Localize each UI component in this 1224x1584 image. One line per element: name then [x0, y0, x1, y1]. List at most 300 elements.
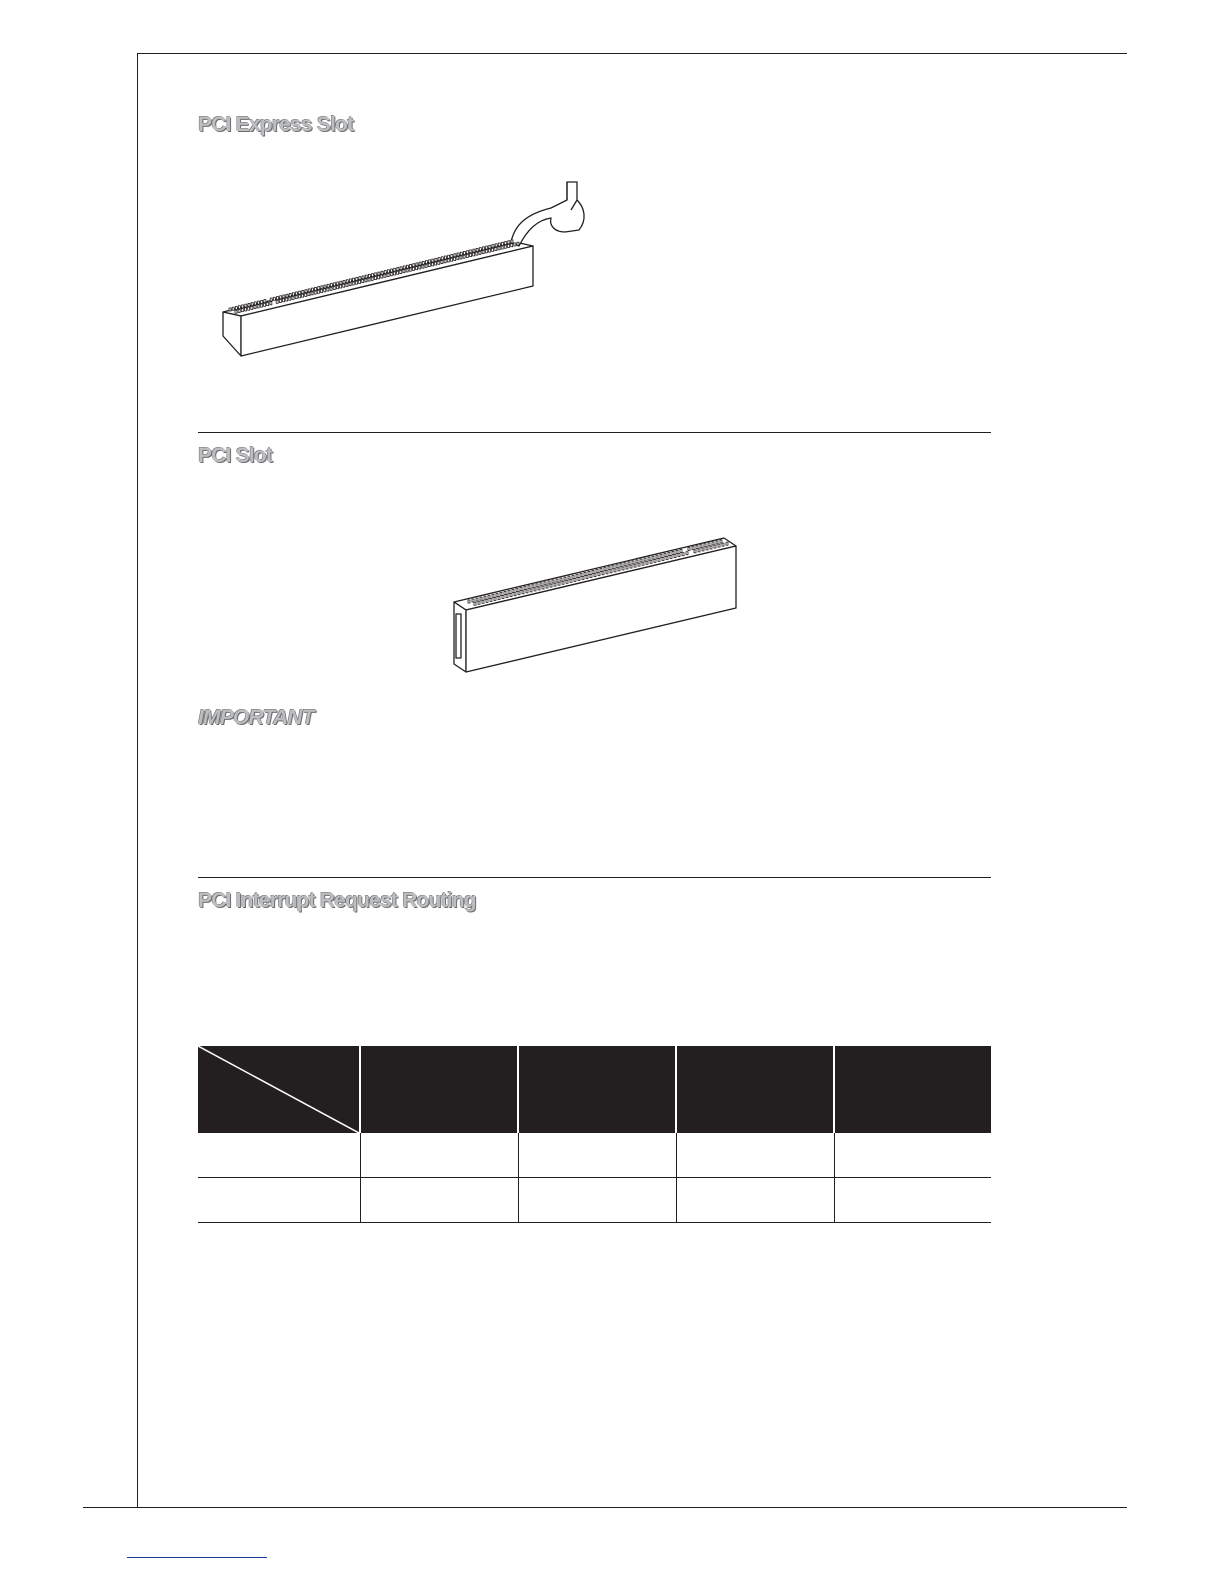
slot-pin — [672, 551, 674, 554]
slot-pin — [371, 277, 373, 280]
slot-pin — [245, 308, 247, 311]
table-cell — [360, 1178, 518, 1223]
slot-pin — [460, 252, 462, 255]
slot-pin — [654, 559, 656, 562]
slot-pin — [536, 584, 538, 587]
slot-pin — [488, 249, 490, 252]
table-header-cell — [676, 1046, 834, 1133]
slot-pin — [295, 296, 297, 299]
slot-pin — [562, 581, 564, 584]
slot-pin — [674, 555, 676, 558]
slot-pin — [448, 255, 450, 258]
slot-pin — [229, 308, 231, 311]
slot-pin — [718, 544, 720, 547]
slot-pin — [343, 284, 345, 287]
slot-pin — [251, 306, 253, 309]
table-cell — [518, 1133, 676, 1178]
slot-pin — [572, 575, 574, 578]
slot-pin — [460, 256, 462, 259]
slot-pin — [558, 582, 560, 585]
slot-pin — [501, 246, 503, 249]
slot-pin — [501, 242, 503, 245]
slot-pin — [688, 548, 690, 551]
slot-pin — [486, 246, 488, 249]
slot-pin — [632, 561, 634, 564]
slot-pin — [696, 546, 698, 549]
slot-pin — [694, 550, 696, 553]
slot-pin — [368, 274, 370, 277]
slot-pin — [626, 566, 628, 569]
table-cell — [834, 1178, 991, 1223]
slot-pin — [486, 599, 488, 602]
slot-pin — [352, 282, 354, 285]
slot-pin — [299, 291, 301, 294]
slot-pin — [686, 552, 688, 555]
slot-pin — [508, 590, 510, 593]
slot-pin — [286, 294, 288, 297]
slot-pin — [412, 267, 414, 270]
slot-pin — [712, 542, 714, 545]
slot-pin — [474, 602, 476, 605]
slot-pin — [254, 302, 256, 305]
table-cell — [198, 1133, 360, 1178]
slot-pin — [726, 542, 728, 545]
slot-pin — [479, 251, 481, 254]
slot-pin — [700, 545, 702, 548]
slot-pin — [636, 560, 638, 563]
slot-pin — [403, 270, 405, 273]
slot-pin — [668, 552, 670, 555]
slot-pin — [676, 550, 678, 553]
slot-pin — [422, 261, 424, 264]
slot-pin — [482, 247, 484, 250]
slot-pin — [248, 307, 250, 310]
slot-pin — [476, 252, 478, 255]
slot-pin — [512, 590, 514, 593]
slot-pin — [283, 299, 285, 302]
slot-pin — [276, 300, 278, 303]
slot-pin — [422, 265, 424, 268]
slot-pin — [235, 306, 237, 309]
slot-pin — [286, 298, 288, 301]
slot-pin — [610, 570, 612, 573]
table-cell — [198, 1178, 360, 1223]
slot-pin — [522, 591, 524, 594]
slot-pin — [702, 548, 704, 551]
slot-pin — [302, 290, 304, 293]
table-cell — [360, 1133, 518, 1178]
slot-pin — [261, 300, 263, 303]
slot-pin — [273, 297, 275, 300]
slot-pin — [311, 288, 313, 291]
table-cell — [518, 1178, 676, 1223]
slot-pin — [508, 241, 510, 244]
section-divider — [198, 432, 991, 433]
slot-pin — [604, 568, 606, 571]
slot-pin — [305, 293, 307, 296]
slot-pin — [479, 248, 481, 251]
slot-pin — [722, 543, 724, 546]
slot-pin — [514, 593, 516, 596]
slot-pin — [492, 594, 494, 597]
slot-pin — [400, 267, 402, 270]
slot-pin — [260, 304, 262, 307]
slot-pin — [664, 553, 666, 556]
slot-pin — [410, 264, 412, 267]
slot-pin — [289, 293, 291, 296]
slot-pin — [470, 250, 472, 253]
slot-pin — [602, 572, 604, 575]
slot-pin — [628, 562, 630, 565]
slot-pin — [254, 306, 256, 309]
slot-pin — [463, 255, 465, 258]
slot-pin — [596, 570, 598, 573]
slot-pin — [393, 272, 395, 275]
slot-pin — [650, 560, 652, 563]
slot-pin — [495, 248, 497, 251]
slot-pin — [576, 574, 578, 577]
slot-pin — [642, 562, 644, 565]
slot-pin — [387, 270, 389, 273]
slot-pin — [600, 569, 602, 572]
slot-pin — [566, 580, 568, 583]
slot-pin — [714, 545, 716, 548]
slot-pin — [624, 563, 626, 566]
slot-pin — [568, 576, 570, 579]
slot-pin — [648, 557, 650, 560]
slot-pin — [321, 290, 323, 293]
section-divider — [198, 877, 991, 878]
slot-pin — [428, 264, 430, 267]
slot-pin — [510, 594, 512, 597]
slot-pin — [495, 244, 497, 247]
slot-pin — [660, 554, 662, 557]
slot-pin — [391, 269, 393, 272]
slot-pin — [311, 292, 313, 295]
slot-pin — [620, 564, 622, 567]
slot-pin — [502, 596, 504, 599]
slot-pin — [239, 306, 241, 309]
slot-pin — [598, 573, 600, 576]
slot-pin — [484, 596, 486, 599]
slot-pin — [482, 600, 484, 603]
slot-pin — [340, 281, 342, 284]
slot-pin — [435, 258, 437, 261]
table-header-cell — [834, 1046, 991, 1133]
slot-pin — [506, 595, 508, 598]
slot-pin — [317, 290, 319, 293]
slot-pin — [498, 596, 500, 599]
slot-pin — [277, 297, 279, 300]
slot-pin — [365, 275, 367, 278]
slot-pin — [582, 576, 584, 579]
slot-pin — [334, 283, 336, 286]
slot-pin — [590, 575, 592, 578]
table-corner-cell — [198, 1046, 360, 1133]
slot-pin — [652, 556, 654, 559]
slot-pin — [466, 254, 468, 257]
slot-pin — [327, 284, 329, 287]
slot-pin — [330, 284, 332, 287]
slot-pin — [362, 280, 364, 283]
slot-pin — [258, 301, 260, 304]
slot-pin — [279, 300, 281, 303]
slot-pin — [473, 253, 475, 256]
slot-pin — [397, 268, 399, 271]
slot-pin — [298, 295, 300, 298]
slot-pin — [530, 589, 532, 592]
slot-pin — [235, 310, 237, 313]
pcie-slot-icon — [215, 170, 595, 362]
slot-pin — [692, 547, 694, 550]
slot-pin — [400, 270, 402, 273]
slot-pin — [580, 573, 582, 576]
slot-pin — [504, 245, 506, 248]
slot-pin — [431, 263, 433, 266]
slot-pin — [498, 243, 500, 246]
slot-pin — [305, 290, 307, 293]
slot-pin — [314, 291, 316, 294]
slot-pin — [368, 278, 370, 281]
slot-pin — [435, 262, 437, 265]
slot-pin — [518, 592, 520, 595]
slot-pin — [374, 277, 376, 280]
slot-pin — [264, 300, 266, 303]
slot-pin — [614, 569, 616, 572]
slot-pin — [394, 268, 396, 271]
slot-pin — [413, 264, 415, 267]
slot-pin — [327, 288, 329, 291]
slot-pin — [618, 568, 620, 571]
slot-pin — [552, 580, 554, 583]
slot-pin — [336, 286, 338, 289]
slot-pin — [441, 261, 443, 264]
slot-pin — [270, 298, 272, 301]
slot-pin — [267, 303, 269, 306]
slot-pin — [488, 595, 490, 598]
slot-pin — [241, 309, 243, 312]
slot-pin — [505, 242, 507, 245]
slot-pin — [450, 258, 452, 261]
slot-pin — [516, 589, 518, 592]
slot-pin — [467, 251, 469, 254]
slot-pin — [678, 554, 680, 557]
slot-pin — [680, 550, 682, 553]
slot-pin — [594, 574, 596, 577]
slot-pin — [473, 249, 475, 252]
slot-pin — [425, 264, 427, 267]
slot-pin — [359, 277, 361, 280]
slot-pin — [588, 571, 590, 574]
slot-pin — [482, 251, 484, 254]
page-frame-top — [137, 53, 1127, 54]
slot-pin — [472, 599, 474, 602]
slot-pin — [447, 259, 449, 262]
slot-pin — [608, 567, 610, 570]
slot-pin — [251, 303, 253, 306]
slot-pin — [232, 307, 234, 310]
slot-pin — [682, 553, 684, 556]
slot-pin — [324, 289, 326, 292]
slot-pin — [544, 582, 546, 585]
slot-pin — [616, 565, 618, 568]
slot-pin — [548, 581, 550, 584]
slot-pin — [526, 590, 528, 593]
slot-pin — [381, 275, 383, 278]
slot-pin — [532, 585, 534, 588]
section-title-pci-slot: PCI Slot — [198, 444, 273, 467]
slot-pin — [511, 240, 513, 243]
pci-slot-icon — [448, 530, 743, 678]
slot-pin — [528, 586, 530, 589]
slot-pin — [507, 244, 509, 247]
slot-pin — [349, 279, 351, 282]
slot-pin — [524, 587, 526, 590]
important-title: IMPORTANT — [198, 706, 314, 729]
slot-pin — [706, 547, 708, 550]
slot-pin — [708, 543, 710, 546]
slot-pin — [550, 584, 552, 587]
slot-pin — [330, 287, 332, 290]
slot-pin — [586, 576, 588, 579]
slot-pin — [302, 294, 304, 297]
slot-pin — [264, 303, 266, 306]
slot-pin — [494, 597, 496, 600]
slot-pin — [365, 279, 367, 282]
section-title-pci-express-slot: PCI Express Slot — [198, 113, 354, 136]
slot-pin — [656, 555, 658, 558]
slot-pin — [245, 304, 247, 307]
table-header-row — [198, 1046, 991, 1133]
slot-pin — [429, 260, 431, 263]
page-frame-bottom — [83, 1507, 1127, 1508]
slot-pin — [270, 302, 272, 305]
section-title-pci-interrupt-request-routing: PCI Interrupt Request Routing — [198, 889, 476, 912]
slot-pin — [419, 266, 421, 269]
slot-pin — [468, 600, 470, 603]
slot-pin — [710, 546, 712, 549]
irq-routing-table — [198, 1046, 991, 1223]
slot-pin — [469, 254, 471, 257]
slot-pin — [556, 579, 558, 582]
slot-pin — [646, 561, 648, 564]
slot-pin — [457, 257, 459, 260]
slot-pin — [384, 271, 386, 274]
slot-pin — [606, 571, 608, 574]
slot-pin — [496, 593, 498, 596]
slot-pin — [570, 579, 572, 582]
slot-pin — [492, 245, 494, 248]
slot-pin — [451, 255, 453, 258]
table-header-cell — [518, 1046, 676, 1133]
slot-pin — [520, 588, 522, 591]
slot-pin — [242, 305, 244, 308]
slot-pin — [416, 267, 418, 270]
slot-pin — [504, 591, 506, 594]
slot-pin — [634, 564, 636, 567]
slot-pin — [480, 597, 482, 600]
slot-pin — [381, 271, 383, 274]
table-cell — [676, 1133, 834, 1178]
table-row — [198, 1178, 991, 1223]
footer-link-underline — [127, 1557, 267, 1558]
slot-pin — [378, 276, 380, 279]
slot-pin — [670, 556, 672, 559]
slot-pin — [492, 248, 494, 251]
slot-pin — [409, 268, 411, 271]
table-cell — [676, 1178, 834, 1223]
slot-pin — [333, 287, 335, 290]
slot-pin — [592, 570, 594, 573]
slot-pin — [346, 280, 348, 283]
slot-pin — [375, 273, 377, 276]
slot-pin — [538, 587, 540, 590]
slot-pin — [315, 287, 317, 290]
slot-pin — [378, 272, 380, 275]
slot-pin — [498, 247, 500, 250]
slot-pin — [476, 248, 478, 251]
slot-pin — [438, 261, 440, 264]
slot-pin — [280, 296, 282, 299]
slot-pin — [372, 274, 374, 277]
slot-pin — [463, 251, 465, 254]
slot-pin — [485, 250, 487, 253]
slot-pin — [476, 598, 478, 601]
slot-pin — [441, 257, 443, 260]
slot-pin — [662, 557, 664, 560]
diagonal-divider-icon — [198, 1046, 359, 1133]
slot-pin — [622, 567, 624, 570]
slot-pin — [564, 577, 566, 580]
slot-pin — [283, 295, 285, 298]
slot-pin — [308, 293, 310, 296]
slot-pin — [560, 578, 562, 581]
slot-pin — [638, 563, 640, 566]
slot-pin — [542, 586, 544, 589]
slot-pin — [658, 558, 660, 561]
slot-pin — [716, 541, 718, 544]
slot-pin — [355, 281, 357, 284]
slot-pin — [406, 265, 408, 268]
slot-pin — [337, 282, 339, 285]
slot-pin — [340, 285, 342, 288]
slot-pin — [416, 263, 418, 266]
page-frame-left — [137, 53, 138, 1508]
slot-pin — [353, 278, 355, 281]
slot-pin — [321, 286, 323, 289]
slot-pin — [704, 544, 706, 547]
slot-pin — [540, 583, 542, 586]
slot-pin — [343, 280, 345, 283]
slot-pin — [534, 588, 536, 591]
slot-pin — [514, 243, 516, 246]
slot-pin — [517, 242, 519, 245]
slot-pin — [349, 283, 351, 286]
slot-pin — [346, 283, 348, 286]
slot-pin — [630, 565, 632, 568]
slot-pin — [318, 287, 320, 290]
slot-pin — [296, 292, 298, 295]
slot-pin — [292, 296, 294, 299]
table-header-cell — [360, 1046, 518, 1133]
slot-pin — [490, 598, 492, 601]
slot-pin — [698, 549, 700, 552]
slot-pin — [359, 280, 361, 283]
table-row — [198, 1133, 991, 1178]
slot-pin — [454, 254, 456, 257]
slot-pin — [387, 274, 389, 277]
slot-pin — [308, 289, 310, 292]
